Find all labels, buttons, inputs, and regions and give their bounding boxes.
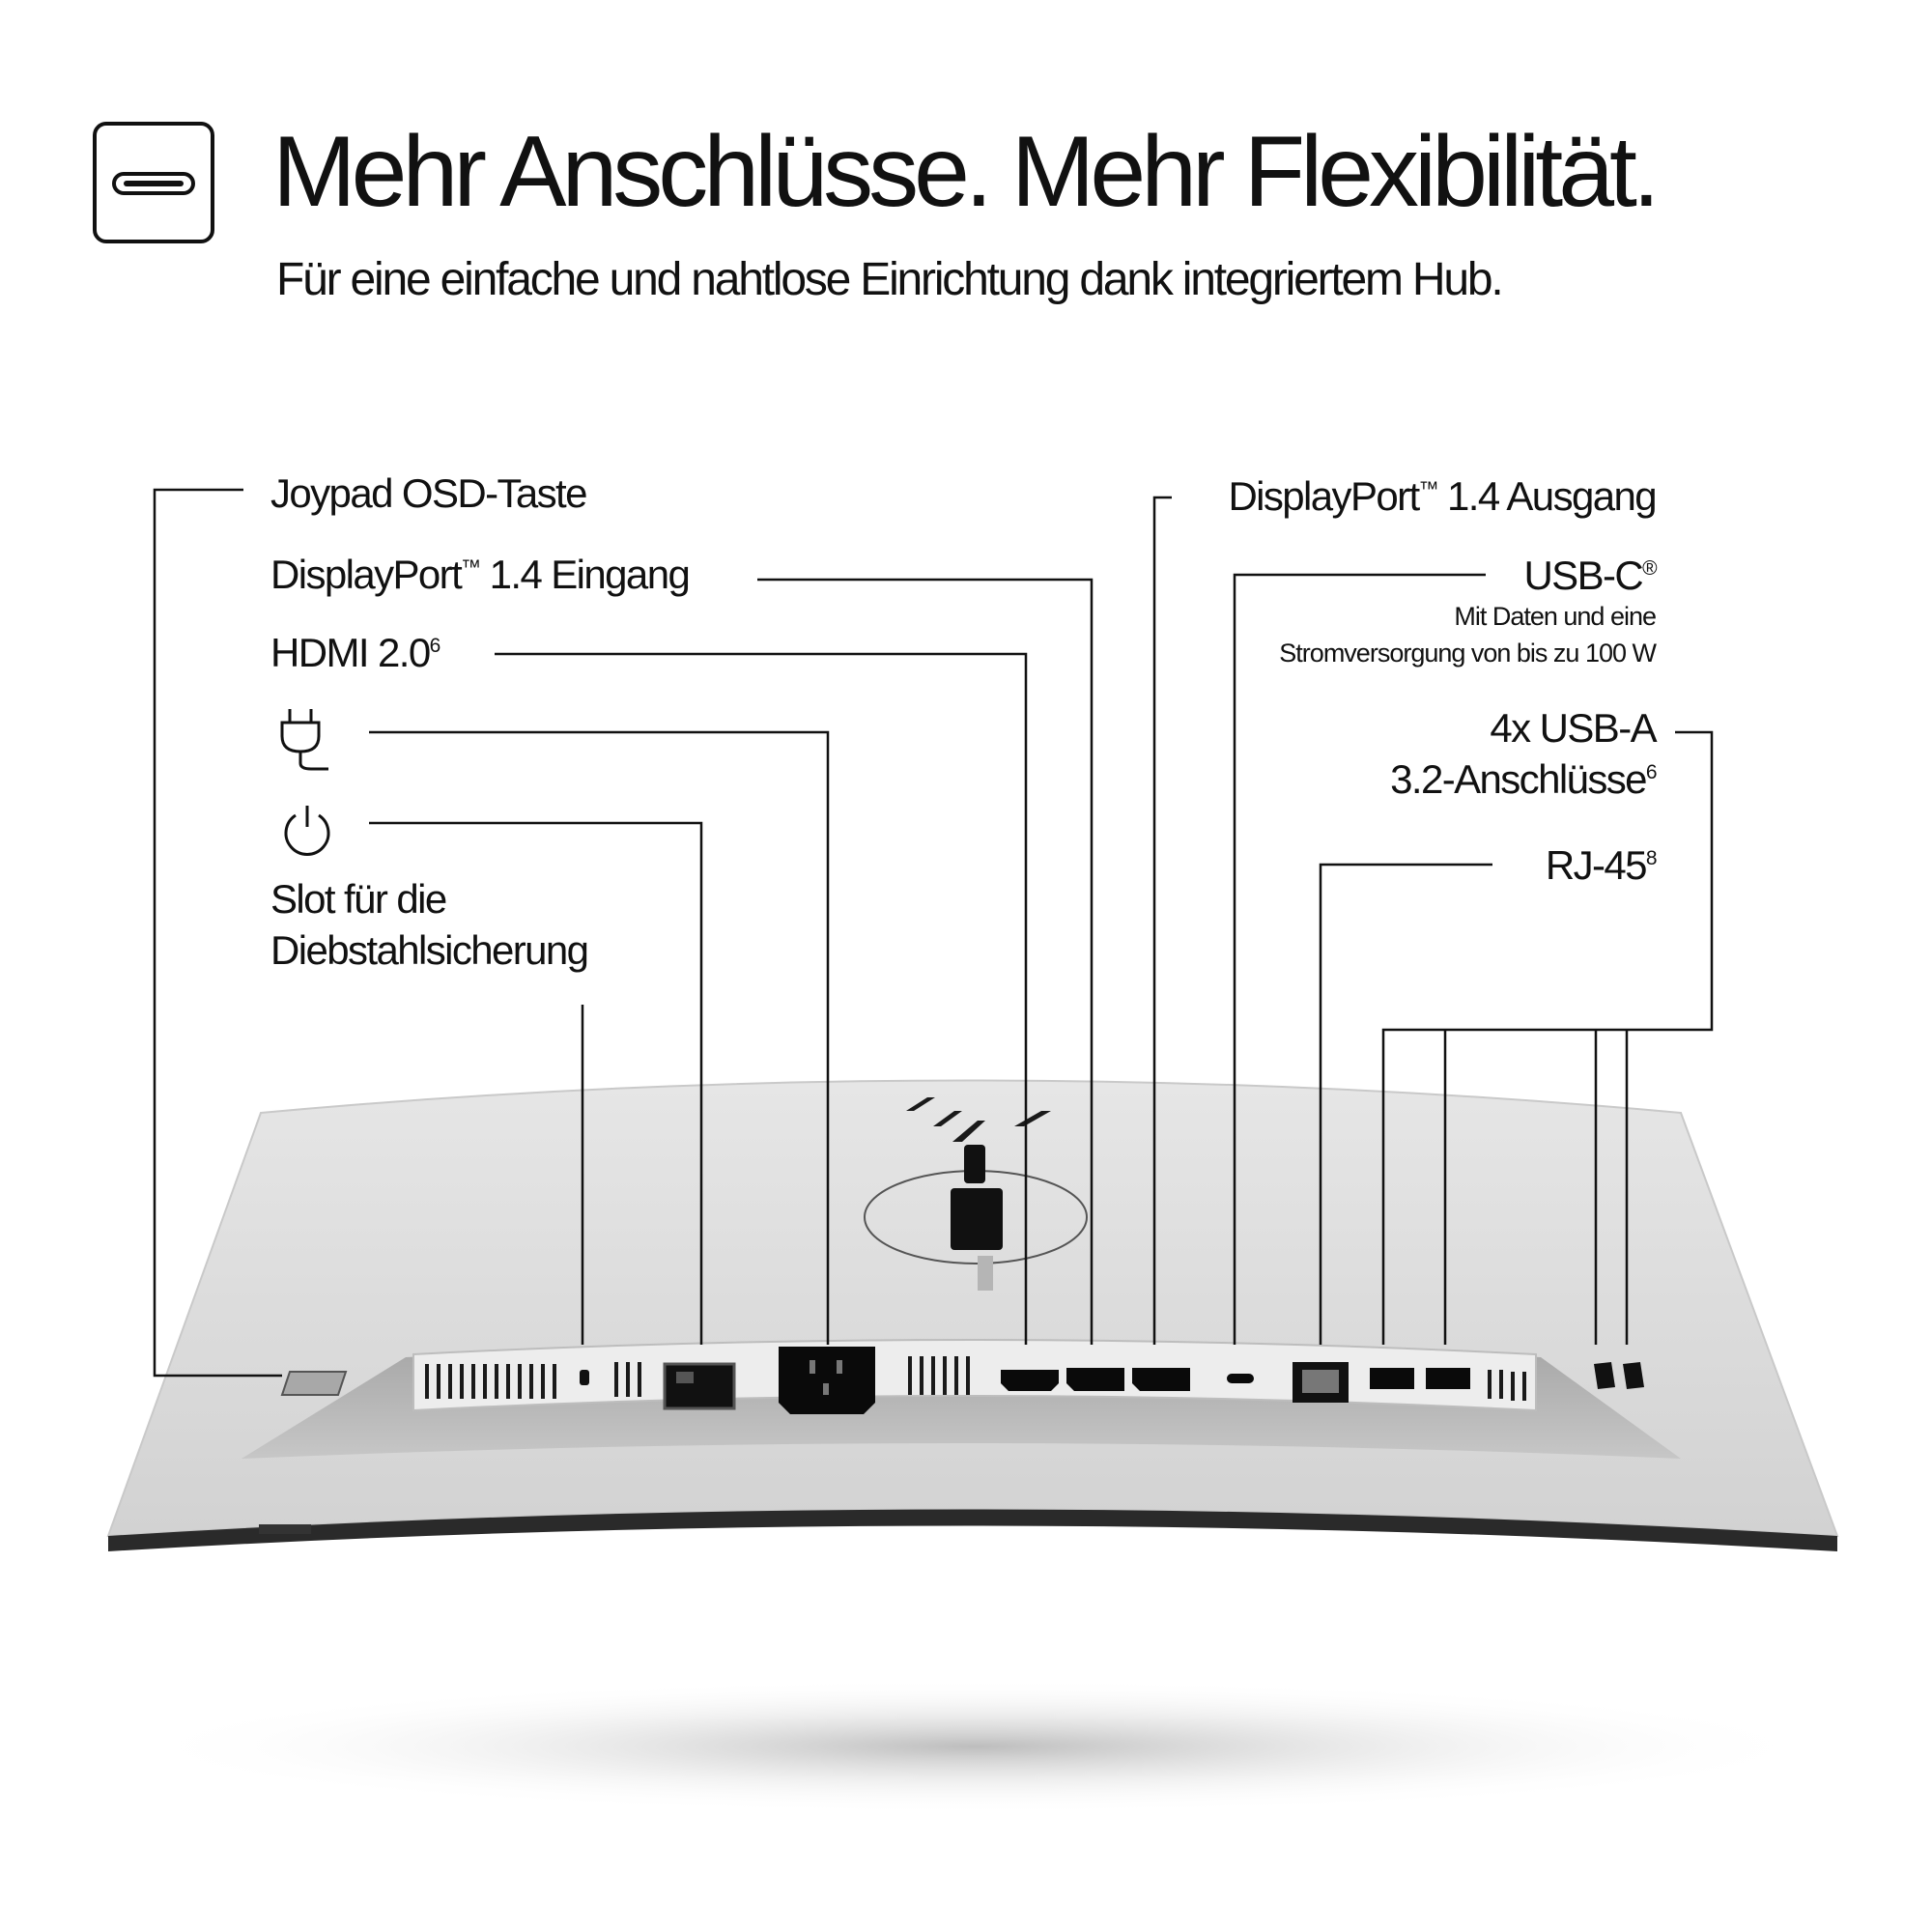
joypad-button [282,1372,346,1395]
power-switch [665,1364,734,1408]
hdmi-port [1001,1370,1059,1391]
power-socket [779,1347,875,1414]
label-displayport-out: DisplayPort™ 1.4 Ausgang [1228,473,1656,519]
displayport-in [1066,1368,1124,1391]
label-displayport-in: DisplayPort™ 1.4 Eingang [270,552,690,597]
label-hdmi: HDMI $2.0^6$ [270,630,440,675]
displayport-out [1132,1368,1190,1391]
lock-slot [580,1370,589,1385]
label-rj45: $RJ-45^8$ [1545,842,1656,888]
usb-c-port [1227,1374,1254,1383]
usb-a-port-2 [1426,1368,1470,1389]
usb-a-port-1 [1370,1368,1414,1389]
power-plug-icon [282,709,328,769]
label-usb-c: USB-C® [1523,553,1656,598]
power-button-icon [286,806,328,854]
label-usb-a: 4x USB-A 3.2-Anschlüsse$^6$ [1390,705,1656,802]
label-usb-c-description: Mit Daten und eine Stromversorgung von bis zu 100 W [1279,602,1656,668]
page-title: Mehr Anschlüsse. Mehr Flexibilität. [272,116,1656,228]
page-subtitle: Für eine einfache und nahtlose Einrichtung dank integriertem Hub. [276,254,1502,305]
label-lock-slot: Slot für die Diebstahlsicherung [270,876,588,973]
label-joypad: Joypad OSD-Taste [270,470,586,516]
